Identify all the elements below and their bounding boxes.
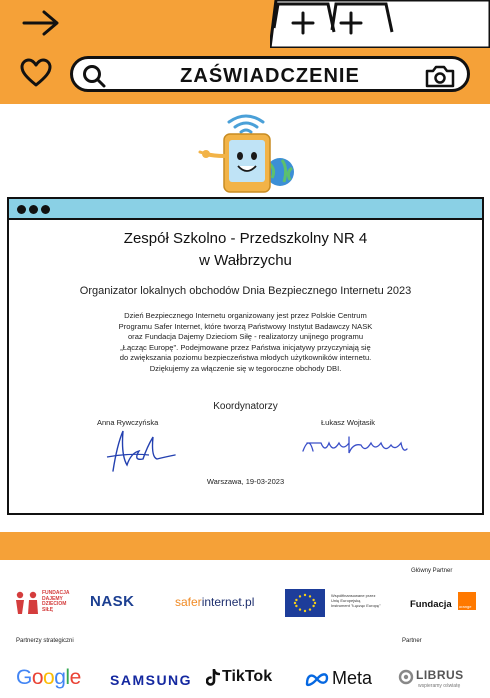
camera-icon[interactable] xyxy=(425,64,455,88)
fundacja-line: DAJEMY xyxy=(42,595,63,602)
fundacja-line: SIŁĘ xyxy=(42,606,54,613)
header-banner xyxy=(0,0,490,104)
body-line: oraz Fundacja Dajemy Dzieciom Siłę - realizatorzy unijnego programu xyxy=(127,332,364,342)
google-logo: Google xyxy=(16,666,81,689)
fundacja-line: DZIECIOM xyxy=(42,601,67,607)
eu-text-line: Unię Europejską xyxy=(331,598,361,603)
librus-text: LIBRUS xyxy=(416,668,464,682)
window-dot-icon xyxy=(41,205,50,214)
organizer-line: Organizator lokalnych obchodów Dnia Bezpiecznego Internetu 2023 xyxy=(79,285,412,297)
tiktok-text: TikTok xyxy=(222,668,273,685)
librus-logo xyxy=(398,667,478,691)
signer-name-left: Anna Rywczyńska xyxy=(97,418,159,427)
certificate-window xyxy=(7,197,484,515)
school-name: Zespół Szkolno - Przedszkolny NR 4 xyxy=(123,230,368,247)
plus-icon[interactable] xyxy=(338,10,364,36)
heart-icon[interactable] xyxy=(20,58,52,88)
fundacja-ddd-logo xyxy=(14,590,74,616)
fundacja-orange-text: Fundacja xyxy=(410,599,452,610)
nask-logo: NASK xyxy=(90,593,135,610)
eu-flag-icon xyxy=(285,589,325,617)
certificate-body xyxy=(69,311,422,375)
orange-badge-text: orange xyxy=(459,604,472,609)
eu-logo xyxy=(285,589,395,617)
place-date: Warszawa, 19-03-2023 xyxy=(206,477,285,486)
children-figures-icon xyxy=(14,590,40,616)
librus-ring-icon xyxy=(398,669,414,685)
body-line: Programu Safer Internet, które tworzą Państwowy Instytut Badawczy NASK xyxy=(118,321,373,331)
eu-text-line: Współfinansowane przez xyxy=(331,593,376,598)
meta-infinity-icon xyxy=(304,671,330,687)
meta-text: Meta xyxy=(332,668,373,688)
signature-right xyxy=(299,431,411,459)
banner-title: ZAŚWIADCZENIE xyxy=(180,65,360,87)
coordinators-heading: Koordynatorzy xyxy=(213,401,278,412)
bottom-orange-bar xyxy=(0,532,490,560)
librus-tagline: wspieramy oświatę xyxy=(418,683,461,689)
fundacja-orange-logo xyxy=(410,592,476,614)
window-dot-icon xyxy=(17,205,26,214)
school-city: w Wałbrzychu xyxy=(199,252,292,269)
eu-text-line: Instrument "Łącząc Europę" xyxy=(331,603,381,608)
body-line: Dzień Bezpiecznego Internetu organizowany jest przez Polskie Centrum xyxy=(124,311,367,320)
orange-badge xyxy=(458,592,476,610)
signature-left xyxy=(99,425,179,477)
safer-word: safer xyxy=(175,595,202,609)
body-line: Dziękujemy za włączenie się w tegoroczne obchody DBI. xyxy=(149,363,342,373)
arrow-right-icon xyxy=(22,8,62,38)
samsung-logo: SAMSUNG xyxy=(110,672,193,688)
plus-icon[interactable] xyxy=(290,10,316,36)
tablet-mascot-illustration xyxy=(196,112,296,196)
main-partner-label: Główny Partner xyxy=(411,568,453,574)
fundacja-line: FUNDACJA xyxy=(42,590,70,596)
strategic-partners-label: Partnerzy strategiczni xyxy=(16,638,74,644)
signer-name-right: Łukasz Wojtasik xyxy=(321,418,376,427)
body-line: „Łącząc Europę". Podejmowane przez Państwa inicjatywy przyczyniają się xyxy=(120,342,371,352)
search-bar[interactable] xyxy=(70,56,470,92)
internet-word: internet.pl xyxy=(201,595,255,609)
window-titlebar xyxy=(9,199,482,220)
body-line: do zwiększania poziomu bezpieczeństwa młodych użytkowników internetu. xyxy=(119,353,372,363)
partner-label: Partner xyxy=(402,638,422,644)
saferinternet-logo xyxy=(175,595,254,609)
window-dot-icon xyxy=(29,205,38,214)
tiktok-note-icon xyxy=(206,669,220,687)
